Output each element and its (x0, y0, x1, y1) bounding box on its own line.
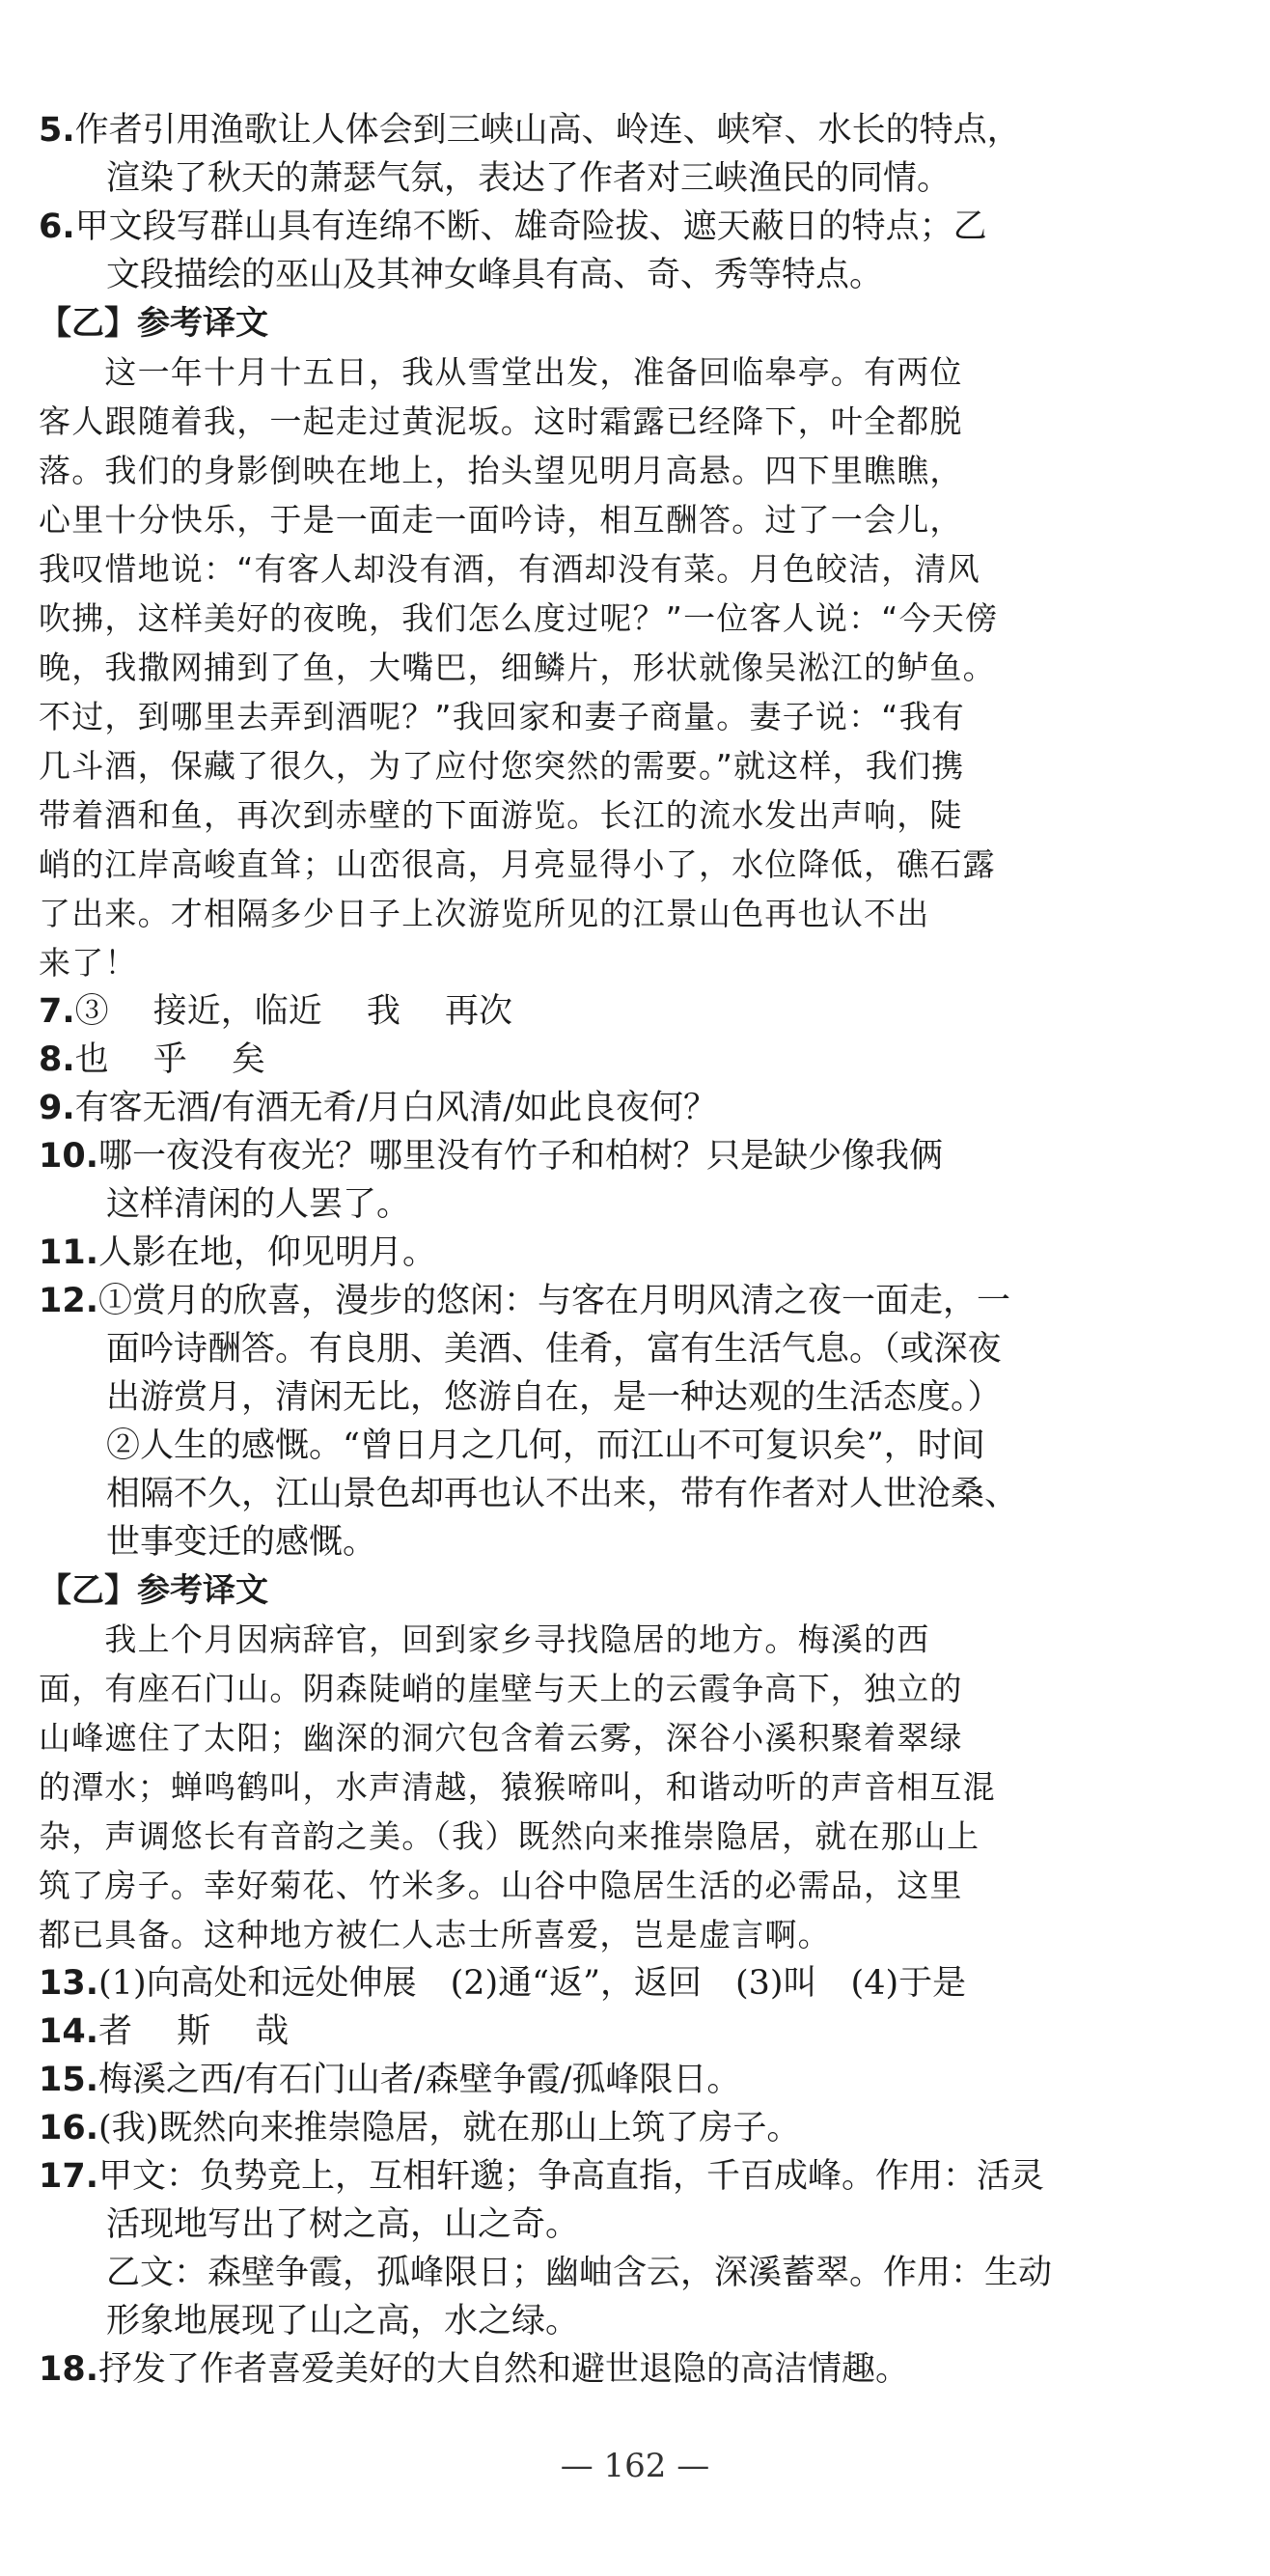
answer-number: 17. (39, 2157, 99, 2196)
translation-line: 这一年十月十五日，我从雪堂出发，准备回临皋亭。有两位 (39, 353, 963, 391)
answer-text: 也 乎 矣 (74, 1040, 265, 1079)
answer-text: 抒发了作者喜爱美好的大自然和避世退隐的高洁情趣。 (98, 2350, 910, 2389)
answer-line (106, 1518, 376, 1566)
translation-line: 不过，到哪里去弄到酒呢？”我回家和妻子商量。妻子说：“我有 (39, 698, 965, 735)
answer-number: 13. (39, 1964, 99, 2003)
translation-line: 客人跟随着我，一起走过黄泥坂。这时霜露已经降下，叶全都脱 (39, 402, 963, 440)
answer-line (106, 1325, 1002, 1373)
answer-line (39, 1084, 717, 1132)
answer-number: 6. (39, 208, 75, 246)
translation-line: 落。我们的身影倒映在地上，抬头望见明月高悬。四下里瞧瞧， (39, 452, 963, 489)
section-heading: 【乙】参考译文 (39, 1571, 268, 1610)
translation-line: 心里十分快乐，于是一面走一面吟诗，相互酬答。过了一会儿， (39, 501, 963, 539)
answer-text: 乙文：森壁争霞，孤峰限日；幽岫含云，深溪蓄翠。作用：生动 (106, 2254, 1053, 2292)
answer-text: 甲文：负势竞上，互相轩邈；争高直指，千百成峰。作用：活灵 (98, 2157, 1045, 2196)
translation-line: 都已具备。这种地方被仁人志士所喜爱，岂是虚言啊。 (39, 1916, 831, 1953)
answer-text: 世事变迁的感慨。 (106, 1523, 377, 1562)
translation-line: 几斗酒，保藏了很久，为了应付您突然的需要。”就这样，我们携 (39, 747, 965, 785)
answer-text: ③ 接近，临近 我 再次 (74, 992, 513, 1031)
answer-line (106, 1373, 1002, 1422)
answer-text: 人影在地，仰见明月。 (98, 1233, 437, 1272)
answer-number: 10. (39, 1137, 99, 1176)
answer-line (39, 1036, 265, 1084)
answer-line (106, 2249, 1052, 2297)
answer-line (106, 251, 883, 299)
answer-line (39, 2345, 909, 2394)
answer-text: 这样清闲的人罢了。 (106, 1185, 411, 1224)
translation-line: 杂，声调悠长有音韵之美。（我）既然向来推崇隐居，就在那山上 (39, 1817, 980, 1855)
translation-line: 山峰遮住了太阳；幽深的洞穴包含着云雾，深谷小溪积聚着翠绿 (39, 1719, 963, 1757)
answer-line (39, 1229, 436, 1277)
answer-text: 活现地写出了树之高，山之奇。 (106, 2205, 580, 2244)
answer-text: 者 斯 哉 (98, 2012, 290, 2051)
answer-line (39, 106, 1021, 154)
section-heading: 【乙】参考译文 (39, 304, 268, 343)
answer-number: 9. (39, 1089, 75, 1127)
answer-line (39, 2104, 800, 2152)
answer-line (39, 2056, 740, 2104)
translation-line: 带着酒和鱼，再次到赤壁的下面游览。长江的流水发出声响，陡 (39, 796, 963, 834)
answer-text: 文段描绘的巫山及其神女峰具有高、奇、秀等特点。 (106, 256, 884, 294)
answer-line (39, 1277, 1010, 1325)
reference-translation (39, 1615, 1230, 1959)
translation-line: 筑了房子。幸好菊花、竹米多。山谷中隐居生活的必需品，这里 (39, 1867, 963, 1904)
answer-line (39, 1132, 943, 1180)
answer-line (39, 2152, 1044, 2201)
translation-line: 晚，我撒网捕到了鱼，大嘴巴，细鳞片，形状就像吴淞江的鲈鱼。 (39, 649, 996, 686)
answer-text: 哪一夜没有夜光？哪里没有竹子和柏树？只是缺少像我俩 (98, 1137, 944, 1176)
answer-number: 11. (39, 1233, 99, 1272)
answer-text: 渲染了秋天的萧瑟气氛，表达了作者对三峡渔民的同情。 (106, 159, 952, 198)
answer-line (106, 2297, 579, 2345)
reference-translation (39, 347, 1230, 987)
answer-number: 14. (39, 2012, 99, 2051)
translation-line: 面，有座石门山。阴森陡峭的崖壁与天上的云霞争高下，独立的 (39, 1670, 963, 1707)
answer-line (106, 2201, 579, 2249)
translation-line: 峭的江岸高峻直耸；山峦很高，月亮显得小了，水位降低，礁石露 (39, 845, 996, 883)
answer-text: 面吟诗酬答。有良朋、美酒、佳肴，富有生活气息。（或深夜 (106, 1330, 1002, 1369)
answer-text: 甲文段写群山具有连绵不断、雄奇险拔、遮天蔽日的特点；乙 (74, 208, 987, 246)
answer-number: 15. (39, 2061, 99, 2099)
translation-line: 了出来。才相隔多少日子上次游览所见的江景山色再也认不出 (39, 895, 930, 932)
answer-line (106, 1422, 985, 1470)
answer-text: 相隔不久，江山景色却再也认不出来，带有作者对人世沧桑、 (106, 1475, 1019, 1513)
answer-text: 梅溪之西/有石门山者/森壁争霞/孤峰限日。 (98, 2061, 741, 2099)
answer-text: (1)向高处和远处伸展 (2)通“返”，返回 (3)叫 (4)于是 (98, 1964, 967, 2003)
answer-number: 7. (39, 992, 75, 1031)
answer-line (39, 1959, 966, 2008)
answer-number: 5. (39, 111, 75, 150)
answer-text: ②人生的感慨。“曾日月之几何，而江山不可复识矣”，时间 (106, 1426, 985, 1465)
answer-text: (我)既然向来推崇隐居，就在那山上筑了房子。 (98, 2109, 801, 2147)
answer-number: 18. (39, 2350, 99, 2389)
translation-line: 我叹惜地说：“有客人却没有酒，有酒却没有菜。月色皎洁，清风 (39, 550, 980, 588)
answer-text: 有客无酒/有酒无肴/月白风清/如此良夜何？ (74, 1089, 718, 1127)
translation-line: 我上个月因病辞官，回到家乡寻找隐居的地方。梅溪的西 (39, 1620, 930, 1658)
answer-text: 出游赏月，清闲无比，悠游自在，是一种达观的生活态度。） (106, 1378, 1002, 1417)
answer-number: 12. (39, 1282, 99, 1320)
answer-line (39, 203, 987, 251)
answer-line (106, 154, 951, 203)
answer-line (39, 987, 512, 1036)
answer-line (106, 1180, 410, 1229)
answer-number: 16. (39, 2109, 99, 2147)
answer-text: 形象地展现了山之高，水之绿。 (106, 2302, 580, 2341)
translation-line: 的潭水；蝉鸣鹤叫，水声清越，猿猴啼叫，和谐动听的声音相互混 (39, 1768, 996, 1806)
page-number: — 162 — (560, 2447, 710, 2485)
answer-text: 作者引用渔歌让人体会到三峡山高、岭连、峡窄、水长的特点， (74, 111, 1021, 150)
answer-line (106, 1470, 1018, 1518)
answer-number: 8. (39, 1040, 75, 1079)
answer-text: ①赏月的欣喜，漫步的悠闲：与客在月明风清之夜一面走，一 (98, 1282, 1011, 1320)
translation-line: 吹拂，这样美好的夜晚，我们怎么度过呢？”一位客人说：“今天傍 (39, 599, 999, 637)
answer-line (39, 2008, 289, 2056)
translation-line: 来了！ (39, 944, 138, 982)
